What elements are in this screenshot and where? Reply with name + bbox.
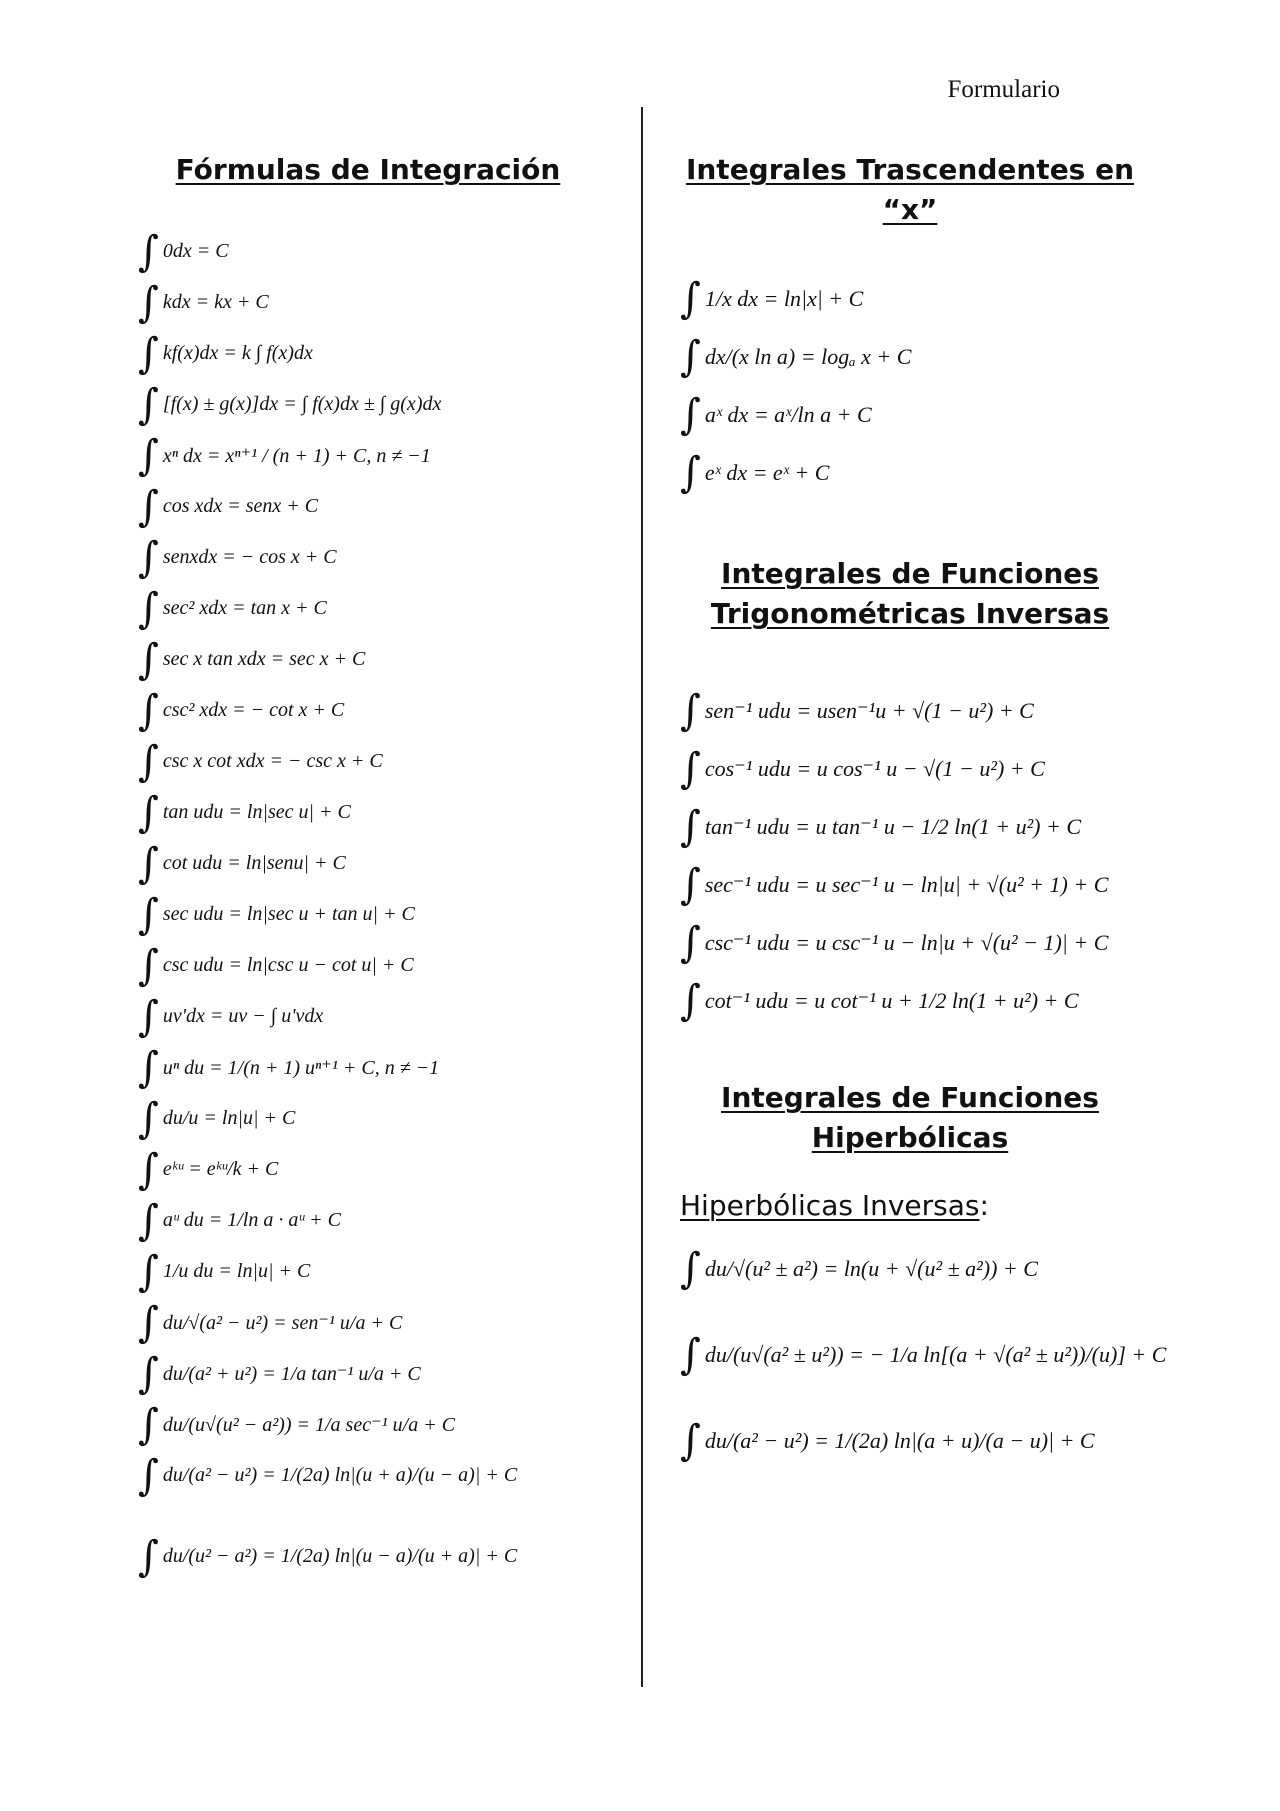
formula: ∫ uⁿ du = 1/(n + 1) uⁿ⁺¹ + C, n ≠ −1 (138, 1042, 618, 1093)
formula: ∫ [f(x) ± g(x)]dx = ∫ f(x)dx ± ∫ g(x)dx (138, 379, 618, 430)
formula: ∫ 1/x dx = ln|x| + C (680, 270, 1240, 328)
section-title-integration: Fórmulas de Integración (175, 153, 561, 186)
subsection-title-colon: : (979, 1189, 989, 1222)
formula: ∫ 1/u du = ln|u| + C (138, 1246, 618, 1297)
formula: ∫ du/√(a² − u²) = sen⁻¹ u/a + C (138, 1297, 618, 1348)
formula: ∫ du/u = ln|u| + C (138, 1093, 618, 1144)
formula: ∫ kf(x)dx = k ∫ f(x)dx (138, 328, 618, 379)
section-title-inverse-trig-line1: Integrales de Funciones (721, 557, 1099, 590)
left-column (138, 150, 618, 1582)
subsection-title-inverse-hyperbolic (680, 1186, 1240, 1226)
formula: ∫ du/(u√(u² − a²)) = 1/a sec⁻¹ u/a + C (138, 1399, 618, 1450)
formula: ∫ aˣ dx = aˣ/ln a + C (680, 386, 1240, 444)
transcendental-formula-list (680, 270, 1240, 502)
formula: ∫ csc udu = ln|csc u − cot u| + C (138, 940, 618, 991)
formula: ∫ cos xdx = senx + C (138, 481, 618, 532)
section-title-hyperbolic-line1: Integrales de Funciones (721, 1081, 1099, 1114)
section-title-hyperbolic-line2: Hiperbólicas (811, 1121, 1009, 1154)
formula: ∫ sec udu = ln|sec u + tan u| + C (138, 889, 618, 940)
formula: ∫ csc⁻¹ udu = u csc⁻¹ u − ln|u + √(u² − 1)| + C (680, 914, 1240, 972)
inverse-trig-formula-list (680, 682, 1240, 1030)
formula: ∫ aᵘ du = 1/ln a · aᵘ + C (138, 1195, 618, 1246)
formula: ∫ du/√(u² ± a²) = ln(u + √(u² ± a²)) + C (680, 1226, 1240, 1312)
subsection-title-text: Hiperbólicas Inversas (680, 1189, 980, 1222)
formula: ∫ csc x cot xdx = − csc x + C (138, 736, 618, 787)
formula: ∫ eˣ dx = eˣ + C (680, 444, 1240, 502)
formula: ∫ cot⁻¹ udu = u cot⁻¹ u + 1/2 ln(1 + u²) + C (680, 972, 1240, 1030)
inverse-hyperbolic-formula-list (680, 1226, 1240, 1484)
integration-formula-list (138, 226, 618, 1582)
formula: ∫ sec x tan xdx = sec x + C (138, 634, 618, 685)
formula: ∫ csc² xdx = − cot x + C (138, 685, 618, 736)
formula: ∫ du/(u² − a²) = 1/(2a) ln|(u − a)/(u + a)| + C (138, 1531, 618, 1582)
formula: ∫ cos⁻¹ udu = u cos⁻¹ u − √(1 − u²) + C (680, 740, 1240, 798)
formula: ∫ sec⁻¹ udu = u sec⁻¹ u − ln|u| + √(u² + 1) + C (680, 856, 1240, 914)
formula: ∫ cot udu = ln|senu| + C (138, 838, 618, 889)
formula: ∫ sen⁻¹ udu = usen⁻¹u + √(1 − u²) + C (680, 682, 1240, 740)
formula: ∫ du/(a² − u²) = 1/(2a) ln|(a + u)/(a − u)| + C (680, 1398, 1240, 1484)
formula: ∫ du/(u√(a² ± u²)) = − 1/a ln[(a + √(a² ± u²))/(u)] + C (680, 1312, 1240, 1398)
formula: ∫ uv'dx = uv − ∫ u'vdx (138, 991, 618, 1042)
formula: ∫ dx/(x ln a) = logₐ x + C (680, 328, 1240, 386)
formula: ∫ du/(a² + u²) = 1/a tan⁻¹ u/a + C (138, 1348, 618, 1399)
column-divider (641, 107, 643, 1687)
section-title-inverse-trig-line2: Trigonométricas Inversas (710, 597, 1110, 630)
formula: ∫ eᵏᵘ = eᵏᵘ/k + C (138, 1144, 618, 1195)
formula: ∫ xⁿ dx = xⁿ⁺¹ / (n + 1) + C, n ≠ −1 (138, 430, 618, 481)
formula: ∫ tan udu = ln|sec u| + C (138, 787, 618, 838)
formula: ∫ du/(a² − u²) = 1/(2a) ln|(u + a)/(u − a)| + C (138, 1450, 618, 1501)
formula: ∫ tan⁻¹ udu = u tan⁻¹ u − 1/2 ln(1 + u²) + C (680, 798, 1240, 856)
formula: ∫ 0dx = C (138, 226, 618, 277)
formula: ∫ kdx = kx + C (138, 277, 618, 328)
page-header: Formulario (947, 76, 1060, 103)
section-title-transcendental: Integrales Trascendentes en “x” (685, 153, 1135, 226)
formula: ∫ sec² xdx = tan x + C (138, 583, 618, 634)
formula: ∫ senxdx = − cos x + C (138, 532, 618, 583)
right-column (680, 150, 1240, 1484)
